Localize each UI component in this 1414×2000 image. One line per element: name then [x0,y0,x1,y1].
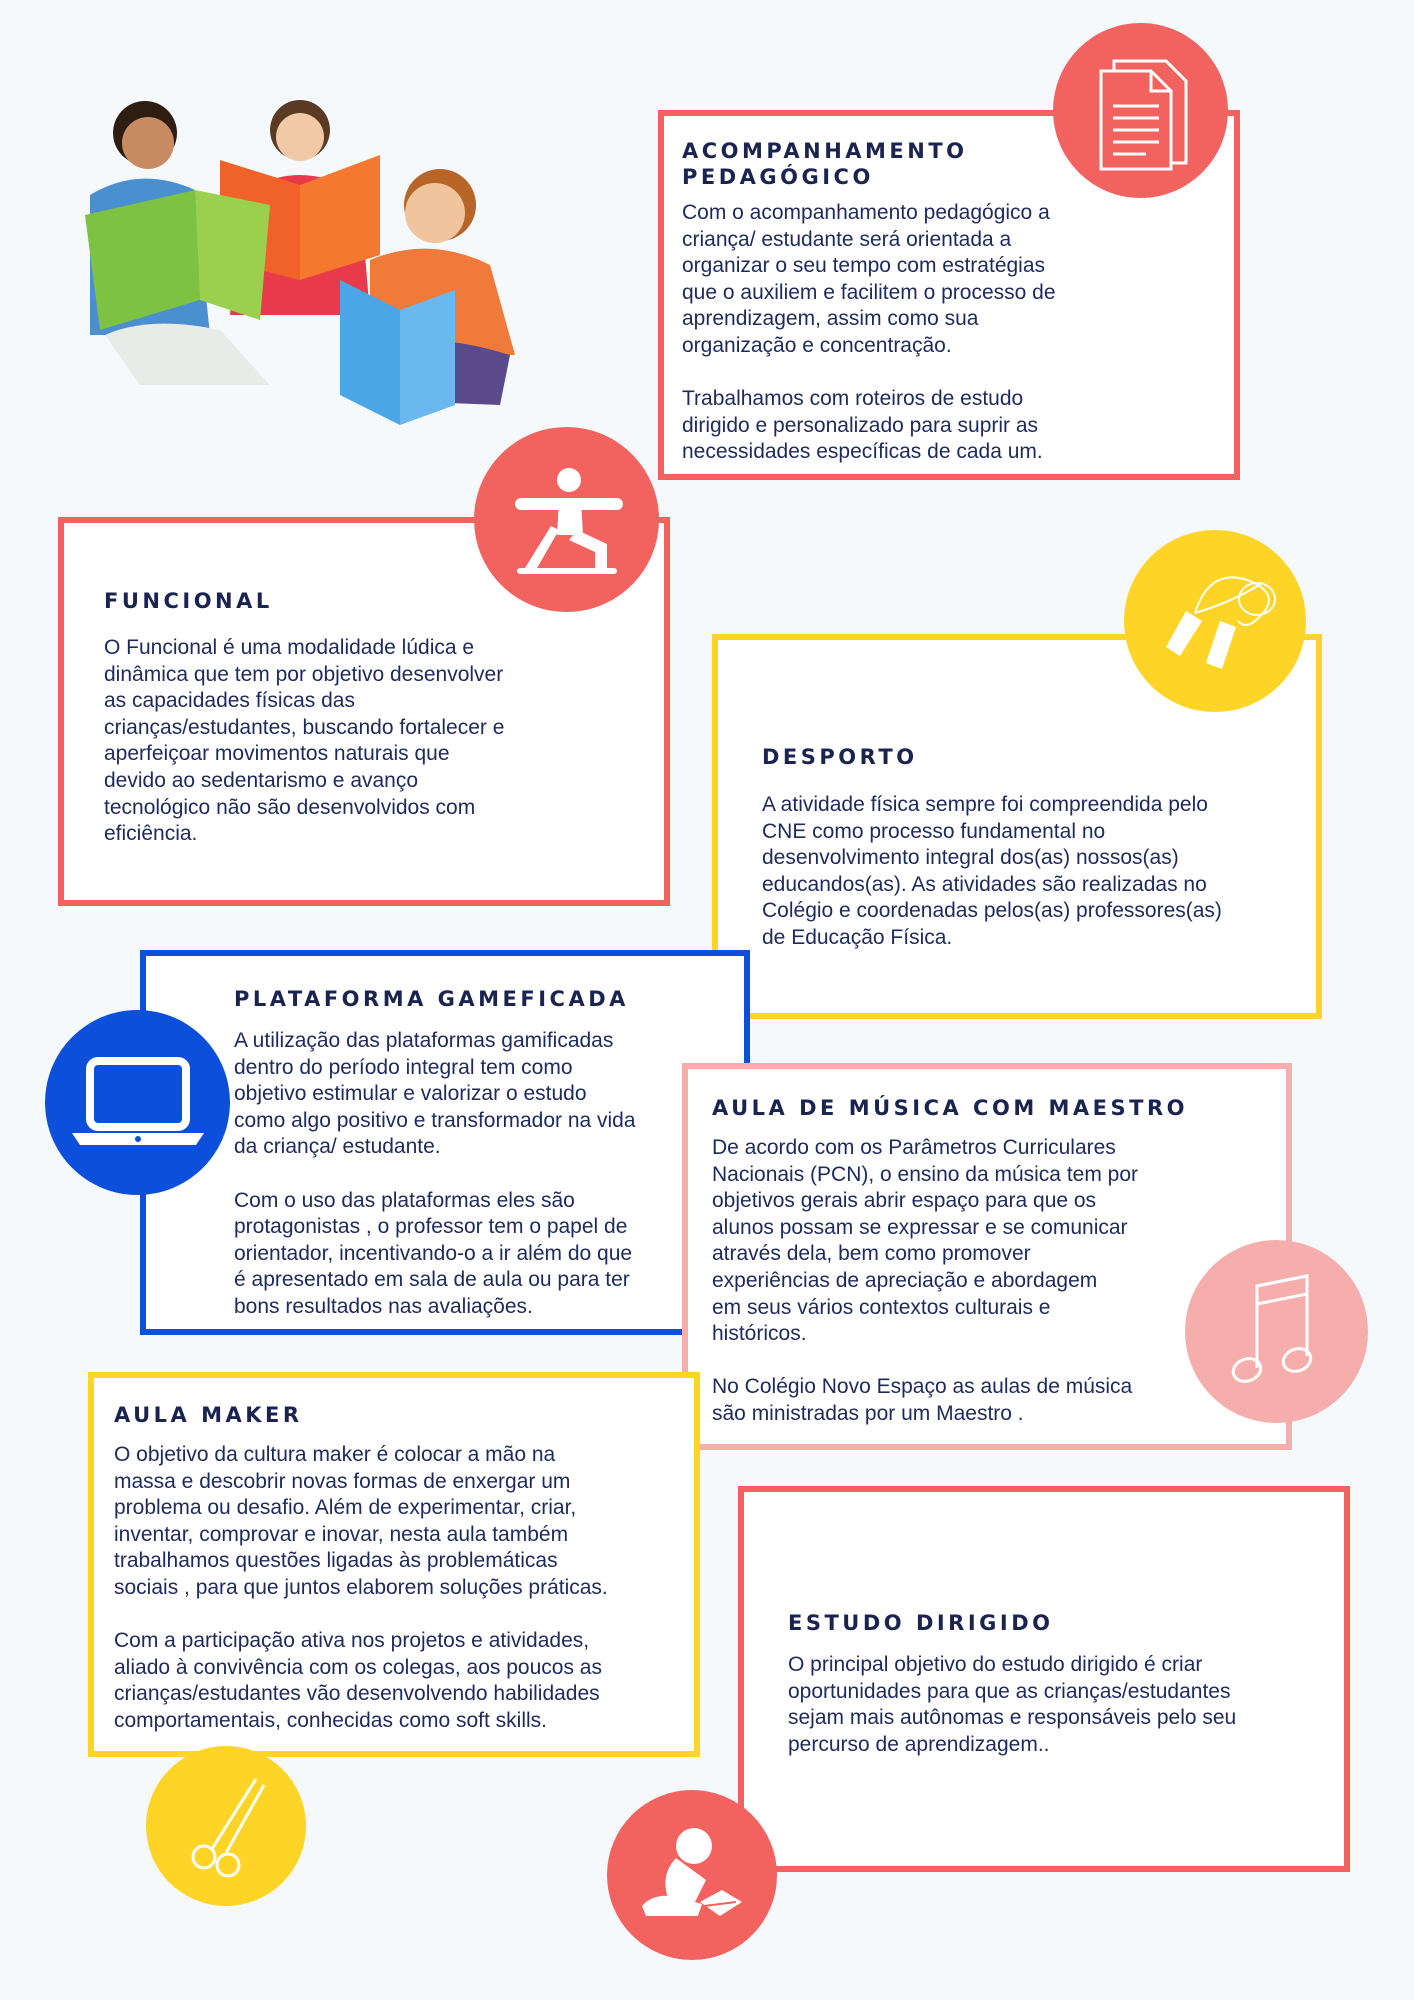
desporto-title: DESPORTO [762,745,918,769]
musica-card [682,1063,1292,1450]
children-reading-illustration [70,85,540,455]
estudo-card [738,1486,1350,1872]
acompanhamento-text: Com o acompanhamento pedagógico a criança/ estudante será orientada a organizar o seu tempo com estratégias que o auxiliem e facilitem o processo de aprendizagem, assim como sua organização e concentração. Trabalhamos com roteiros de estudo dirigido e personalizado para suprir as necessidades específicas de cada um. [682,201,1056,464]
estudo-title: ESTUDO DIRIGIDO [788,1611,1054,1635]
maker-title: AULA MAKER [114,1403,303,1427]
estudo-text: O principal objetivo do estudo dirigido é criar oportunidades para que as crianças/estudantes sejam mais autônomas e responsáveis pelo seu percurso de aprendizagem.. [788,1653,1237,1756]
musica-title: AULA DE MÚSICA COM MAESTRO [712,1096,1188,1120]
laptop-icon [45,1010,230,1195]
desporto-text: A atividade física sempre foi compreendida pelo CNE como processo fundamental no desenvolvimento integral dos(as) nossos(as) educandos(as). As atividades são realizadas no Colégio e coordenadas pelos(as) professores(as) de Educação Física. [762,793,1222,949]
music-note-icon [1185,1240,1368,1423]
funcional-title: FUNCIONAL [104,589,273,613]
plataforma-card [140,950,750,1335]
child-reading-icon [607,1790,777,1960]
jump-rope-icon [1124,530,1306,712]
musica-text: De acordo com os Parâmetros Curriculares Nacionais (PCN), o ensino da música tem por objetivos gerais abrir espaço para que os alunos possam se expressar e se comunicar através dela, bem como promover experiências de apreciação e abordagem em seus vários contextos culturais e históricos. No Colégio Novo Espaço as aulas de música são ministradas por um Maestro . [712,1136,1139,1425]
maker-card [88,1372,700,1757]
scissors-icon [146,1746,306,1906]
plataforma-text: A utilização das plataformas gamificadas dentro do período integral tem como objetivo estimular e valorizar o estudo como algo positivo e transformador na vida da criança/ estudante. Com o uso das plataformas eles são protagonistas , o professor tem o papel de orientador, incentivando-o a ir além do que é apresentado em sala de aula ou para ter bons resultados nas avaliações. [234,1029,636,1318]
yoga-pose-icon [474,427,659,612]
funcional-text: O Funcional é uma modalidade lúdica e dinâmica que tem por objetivo desenvolver as capacidades físicas das crianças/estudantes, buscando fortalecer e aperfeiçoar movimentos naturais que devido ao sedentarismo e avanço tecnológico não são desenvolvidos com eficiência. [104,636,505,846]
maker-text: O objetivo da cultura maker é colocar a mão na massa e descobrir novas formas de enxergar um problema ou desafio. Além de experimentar, criar, inventar, comprovar e inovar, nesta aula também trabalhamos questões ligadas às problemáticas sociais , para que juntos elaborem soluções práticas. Com a participação ativa nos projetos e atividades, aliado à convivência com os colegas, aos poucos as crianças/estudantes vão desenvolvendo habilidades comportamentais, conhecidas como soft skills. [114,1443,608,1732]
plataforma-title: PLATAFORMA GAMEFICADA [234,987,629,1011]
acompanhamento-title: ACOMPANHAMENTO PEDAGÓGICO [682,139,968,189]
document-icon [1053,23,1228,198]
